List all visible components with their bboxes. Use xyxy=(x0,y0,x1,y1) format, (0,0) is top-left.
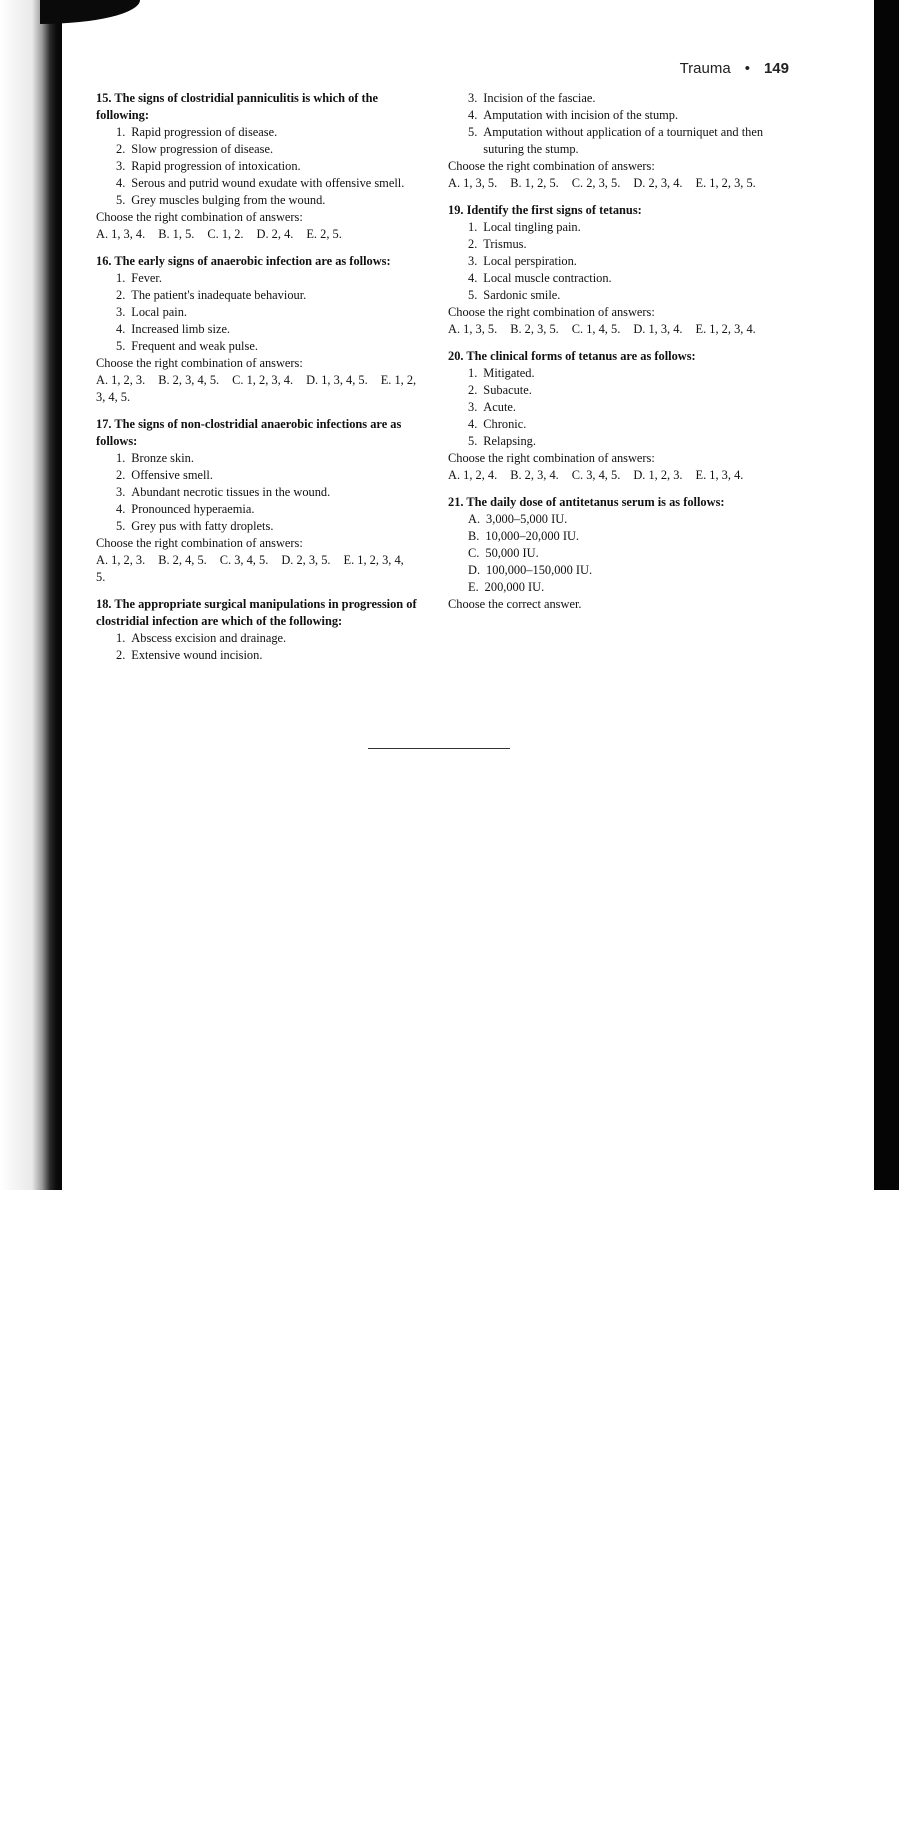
option-item xyxy=(468,433,792,450)
running-header xyxy=(680,60,789,77)
option-item xyxy=(116,501,426,518)
option-text: Local muscle contraction. xyxy=(483,271,612,285)
answer-choice: B. 1, 5. xyxy=(158,227,195,241)
option-number: 3. xyxy=(116,159,126,173)
section-title: Trauma xyxy=(679,60,731,77)
option-text: Rapid progression of intoxication. xyxy=(131,159,301,173)
option-item xyxy=(116,467,426,484)
answer-choice: D. 1, 3, 4. xyxy=(633,322,683,336)
answer-instruction: Choose the right combination of answers: xyxy=(448,305,655,319)
option-number: 4. xyxy=(116,322,126,336)
answer-choice: E. 1, 2, 3, 5. xyxy=(695,176,756,190)
question-title: 18. The appropriate surgical manipulations in progression of clostridial infection are which of the following: xyxy=(96,597,417,628)
option-list xyxy=(448,90,792,158)
option-text: Offensive smell. xyxy=(131,468,213,482)
question-title: 15. The signs of clostridial panniculitis is which of the following: xyxy=(96,91,379,122)
option-item xyxy=(116,630,426,647)
option-text: Abscess excision and drainage. xyxy=(131,631,287,645)
answer-choice: E. 1, 2, 3, 4, 5. xyxy=(96,553,404,584)
option-number: E. xyxy=(468,580,479,594)
answer-choice: B. 2, 4, 5. xyxy=(158,553,207,567)
option-number: 5. xyxy=(468,288,478,302)
option-item xyxy=(468,219,792,236)
option-text: Mitigated. xyxy=(483,366,535,380)
option-number: 1. xyxy=(116,451,126,465)
option-item xyxy=(116,518,426,535)
answer-instruction: Choose the right combination of answers: xyxy=(448,159,655,173)
option-text: 50,000 IU. xyxy=(485,546,539,560)
answer-choice: D. 1, 3, 4, 5. xyxy=(306,373,368,387)
option-text: Amputation without application of a tourniquet and then suturing the stump. xyxy=(483,125,764,156)
option-item xyxy=(468,236,792,253)
answer-choice: D. 2, 4. xyxy=(256,227,294,241)
end-rule xyxy=(368,748,510,749)
option-number: 5. xyxy=(116,339,126,353)
option-number: 3. xyxy=(468,91,478,105)
option-text: Acute. xyxy=(483,400,516,414)
option-text: 200,000 IU. xyxy=(484,580,545,594)
option-item xyxy=(116,124,426,141)
option-text: Bronze skin. xyxy=(131,451,194,465)
option-item xyxy=(116,647,426,664)
option-item xyxy=(468,124,792,158)
option-item xyxy=(116,321,426,338)
option-number: D. xyxy=(468,563,481,577)
answer-choice: E. 2, 5. xyxy=(306,227,342,241)
option-text: Grey muscles bulging from the wound. xyxy=(131,193,326,207)
answer-choice: A. 1, 2, 4. xyxy=(448,468,498,482)
answer-choice: C. 1, 2, 3, 4. xyxy=(232,373,294,387)
option-text: Sardonic smile. xyxy=(483,288,561,302)
page-shadow-corner xyxy=(40,0,140,24)
answer-choice: D. 2, 3, 5. xyxy=(281,553,331,567)
option-text: 3,000–5,000 IU. xyxy=(486,512,568,526)
answer-choices xyxy=(96,552,426,586)
answer-choice: A. 1, 2, 3. xyxy=(96,553,146,567)
option-text: Incision of the fasciae. xyxy=(483,91,596,105)
question-block xyxy=(96,90,426,243)
option-text: Grey pus with fatty droplets. xyxy=(131,519,274,533)
option-number: C. xyxy=(468,546,480,560)
option-text: Amputation with incision of the stump. xyxy=(483,108,679,122)
option-number: 5. xyxy=(468,434,478,448)
option-item xyxy=(468,382,792,399)
option-item xyxy=(468,107,792,124)
option-text: Fever. xyxy=(131,271,162,285)
answer-choices xyxy=(96,372,426,406)
option-number: 4. xyxy=(468,417,478,431)
right-column xyxy=(448,90,792,623)
answer-choice: C. 1, 2. xyxy=(207,227,244,241)
question-title: 19. Identify the first signs of tetanus: xyxy=(448,203,642,217)
option-list xyxy=(448,365,792,450)
option-number: 2. xyxy=(116,288,126,302)
page-shadow-right xyxy=(874,0,899,1190)
answer-choice: A. 1, 3, 4. xyxy=(96,227,146,241)
option-text: Abundant necrotic tissues in the wound. xyxy=(131,485,331,499)
option-number: 2. xyxy=(116,648,126,662)
answer-instruction: Choose the right combination of answers: xyxy=(96,536,303,550)
option-text: Local tingling pain. xyxy=(483,220,581,234)
question-block xyxy=(96,596,426,664)
answer-choice: B. 2, 3, 5. xyxy=(510,322,559,336)
option-text: 10,000–20,000 IU. xyxy=(485,529,579,543)
option-number: 1. xyxy=(468,220,478,234)
option-text: Relapsing. xyxy=(483,434,536,448)
option-text: Rapid progression of disease. xyxy=(131,125,278,139)
answer-choice: B. 1, 2, 5. xyxy=(510,176,559,190)
answer-instruction: Choose the right combination of answers: xyxy=(96,356,303,370)
option-text: Slow progression of disease. xyxy=(131,142,274,156)
answer-instruction: Choose the correct answer. xyxy=(448,597,582,611)
option-number: 3. xyxy=(116,305,126,319)
option-item xyxy=(468,562,792,579)
option-text: Chronic. xyxy=(483,417,527,431)
option-item xyxy=(468,528,792,545)
option-number: 2. xyxy=(468,383,478,397)
answer-choice: E. 1, 2, 3, 4, 5. xyxy=(96,373,417,404)
option-number: 3. xyxy=(116,485,126,499)
answer-choice: E. 1, 2, 3, 4. xyxy=(695,322,756,336)
option-item xyxy=(468,287,792,304)
option-text: Serous and putrid wound exudate with offensive smell. xyxy=(131,176,405,190)
page-shadow-left xyxy=(0,0,62,1190)
answer-choice: C. 1, 4, 5. xyxy=(571,322,621,336)
question-block xyxy=(448,494,792,613)
option-number: B. xyxy=(468,529,480,543)
answer-instruction: Choose the right combination of answers: xyxy=(96,210,303,224)
question-block xyxy=(96,253,426,406)
option-text: Local pain. xyxy=(131,305,188,319)
answer-instruction: Choose the right combination of answers: xyxy=(448,451,655,465)
option-list xyxy=(448,219,792,304)
option-item xyxy=(468,253,792,270)
question-block xyxy=(448,348,792,484)
option-number: 3. xyxy=(468,400,478,414)
question-title: 16. The early signs of anaerobic infection are as follows: xyxy=(96,254,391,268)
option-number: 4. xyxy=(116,502,126,516)
answer-choices xyxy=(96,226,426,243)
option-text: Trismus. xyxy=(483,237,527,251)
answer-choice: D. 1, 2, 3. xyxy=(633,468,683,482)
option-item xyxy=(116,175,426,192)
option-number: 2. xyxy=(468,237,478,251)
option-number: A. xyxy=(468,512,481,526)
option-text: 100,000–150,000 IU. xyxy=(486,563,593,577)
option-text: Pronounced hyperaemia. xyxy=(131,502,255,516)
option-text: Local perspiration. xyxy=(483,254,577,268)
option-list xyxy=(96,124,426,209)
option-item xyxy=(468,416,792,433)
option-number: 5. xyxy=(116,519,126,533)
option-number: 1. xyxy=(116,125,126,139)
option-number: 4. xyxy=(468,108,478,122)
answer-choices xyxy=(448,467,792,484)
option-number: 1. xyxy=(116,631,126,645)
option-number: 5. xyxy=(468,125,478,139)
option-item xyxy=(468,365,792,382)
answer-choice: E. 1, 3, 4. xyxy=(695,468,744,482)
option-item xyxy=(468,90,792,107)
answer-choice: C. 3, 4, 5. xyxy=(571,468,621,482)
option-item xyxy=(468,399,792,416)
option-number: 1. xyxy=(116,271,126,285)
question-block xyxy=(448,90,792,192)
answer-choice: C. 3, 4, 5. xyxy=(219,553,269,567)
answer-choices xyxy=(448,321,792,338)
option-number: 2. xyxy=(116,468,126,482)
left-column xyxy=(96,90,426,674)
answer-choice: A. 1, 3, 5. xyxy=(448,176,498,190)
option-item xyxy=(116,450,426,467)
option-number: 2. xyxy=(116,142,126,156)
option-item xyxy=(116,270,426,287)
page-number: 149 xyxy=(763,60,789,77)
option-item xyxy=(116,287,426,304)
answer-choice: D. 2, 3, 4. xyxy=(633,176,683,190)
option-text: Increased limb size. xyxy=(131,322,231,336)
option-text: Frequent and weak pulse. xyxy=(131,339,258,353)
answer-choices xyxy=(448,175,792,192)
option-item xyxy=(116,304,426,321)
option-list xyxy=(448,511,792,596)
question-title: 21. The daily dose of antitetanus serum is as follows: xyxy=(448,495,725,509)
option-item xyxy=(468,545,792,562)
option-item xyxy=(116,484,426,501)
answer-choice: A. 1, 2, 3. xyxy=(96,373,146,387)
option-item xyxy=(468,511,792,528)
option-number: 3. xyxy=(468,254,478,268)
option-text: Extensive wound incision. xyxy=(131,648,263,662)
option-item xyxy=(116,158,426,175)
question-block xyxy=(96,416,426,586)
option-list xyxy=(96,450,426,535)
option-number: 1. xyxy=(468,366,478,380)
question-title: 17. The signs of non-clostridial anaerobic infections are as follows: xyxy=(96,417,402,448)
answer-choice: A. 1, 3, 5. xyxy=(448,322,498,336)
question-block xyxy=(448,202,792,338)
option-item xyxy=(468,270,792,287)
option-item xyxy=(116,338,426,355)
answer-choice: B. 2, 3, 4, 5. xyxy=(158,373,220,387)
option-list xyxy=(96,270,426,355)
answer-choice: C. 2, 3, 5. xyxy=(571,176,621,190)
option-text: The patient's inadequate behaviour. xyxy=(131,288,307,302)
option-number: 4. xyxy=(116,176,126,190)
option-number: 4. xyxy=(468,271,478,285)
option-item xyxy=(116,141,426,158)
answer-choice: B. 2, 3, 4. xyxy=(510,468,559,482)
header-separator: • xyxy=(744,60,750,77)
option-item xyxy=(468,579,792,596)
option-number: 5. xyxy=(116,193,126,207)
option-text: Subacute. xyxy=(483,383,532,397)
option-item xyxy=(116,192,426,209)
question-title: 20. The clinical forms of tetanus are as follows: xyxy=(448,349,696,363)
option-list xyxy=(96,630,426,664)
